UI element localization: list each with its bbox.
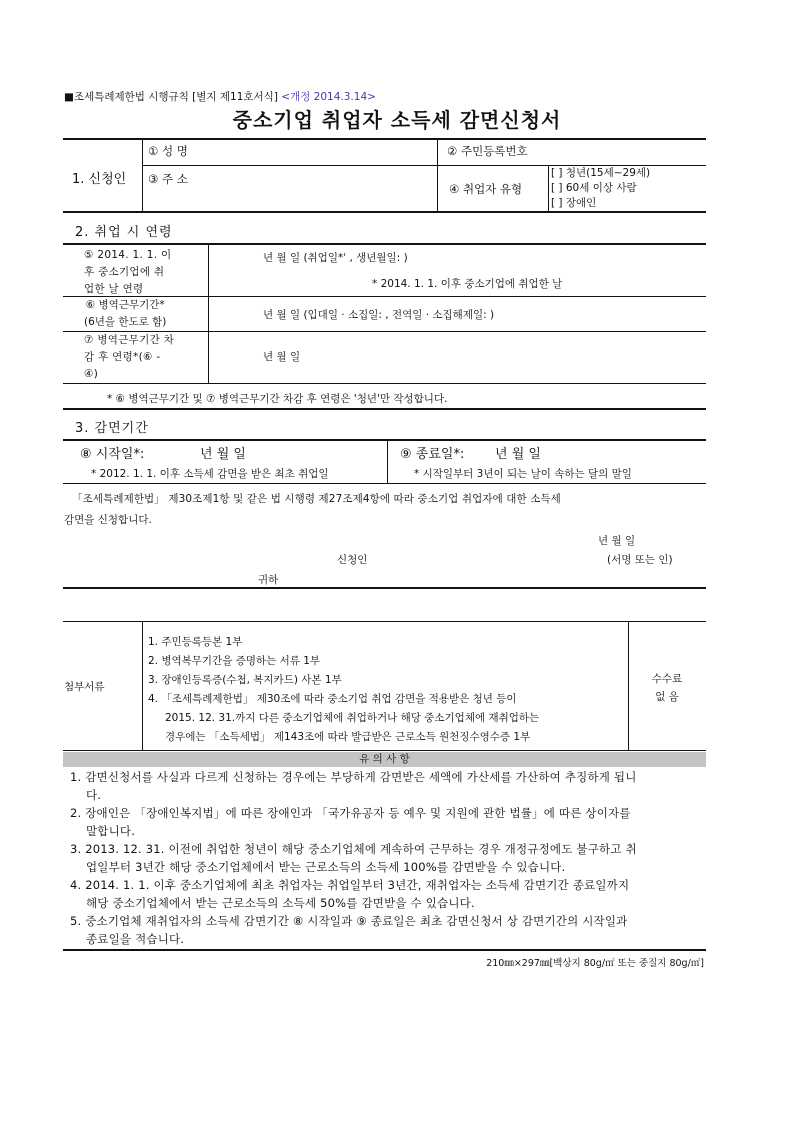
page-title: 중소기업 취업자 소득세 감면신청서	[232, 108, 562, 132]
option-senior[interactable]: [ ] 60세 이상 사람	[551, 182, 637, 194]
fee-value: 없 음	[655, 691, 679, 703]
row6-label: ⑥ 병역근무기간* (6년을 한도로 함)	[84, 299, 167, 328]
row5-value[interactable]: 년 월 일 (취업일*ˈ , 생년월일: )	[263, 252, 408, 264]
end-date-note: * 시작일부터 3년이 되는 날이 속하는 달의 말일	[414, 468, 632, 480]
attachment-item: 2. 병역복무기간을 증명하는 서류 1부	[148, 655, 321, 667]
notes-heading: 유 의 사 항	[359, 753, 410, 765]
attachment-item: 2015. 12. 31.까지 다른 중소기업체에 취업하거나 해당 중소기업체에 재취업하는	[165, 712, 540, 724]
amendment-text: <개정 2014.3.14>	[281, 91, 376, 103]
legal-basis	[64, 89, 376, 104]
row7-label: ⑦ 병역근무기간 차 감 후 연령*(⑥ - ④)	[84, 334, 175, 380]
row5-label: ⑤ 2014. 1. 1. 이 후 중소기업에 취 업한 날 연령	[84, 249, 172, 295]
note-line: 2. 장애인은 「장애인복지법」에 따른 장애인과 「국가유공자 등 예우 및 지원에 관한 법률」에 따른 상이자를	[70, 806, 631, 820]
period-section-heading: 3. 감면기간	[75, 421, 149, 436]
attachments-label: 첨부서류	[64, 681, 105, 693]
note-line: 업일부터 3년간 해당 중소기업체에서 받는 근로소득의 소득세 100%를 감면받을 수 있습니다.	[86, 860, 566, 874]
note-line: 3. 2013. 12. 31. 이전에 취업한 청년이 해당 중소기업체에 계속하여 근무하는 경우 개정규정에도 불구하고 취	[70, 842, 637, 856]
top-border	[63, 138, 706, 140]
option-disabled[interactable]: [ ] 장애인	[551, 197, 597, 209]
address-field-label: ③ 주 소	[148, 172, 188, 186]
attachment-item: 경우에는 「소득세법」 제143조에 따라 발급받은 근로소득 원천징수영수증 1부	[165, 731, 531, 743]
note-line: 말합니다.	[86, 824, 136, 838]
end-date-label: ⑨ 종료일*:	[400, 447, 465, 462]
applicant-label: 신청인	[337, 554, 368, 566]
employee-type-options	[551, 166, 650, 211]
declaration-line-1: 「조세특례제한법」 제30조제1항 및 같은 법 시행령 제27조제4항에 따라 중소기업 취업자에 대한 소득세	[72, 493, 561, 505]
note-line: 해당 중소기업체에서 받는 근로소득의 소득세 50%를 감면받을 수 있습니다.	[86, 896, 475, 910]
note-line: 1. 감면신청서를 사실과 다르게 신청하는 경우에는 부당하게 감면받은 세액에 가산세를 가산하여 추징하게 됩니	[70, 770, 637, 784]
row5-note: * 2014. 1. 1. 이후 중소기업에 취업한 날	[372, 278, 563, 290]
attachments-list	[148, 633, 539, 747]
start-date-note: * 2012. 1. 1. 이후 소득세 감면을 받은 최초 취업일	[91, 468, 329, 480]
option-youth[interactable]: [ ] 청년(15세∼29세)	[551, 167, 651, 179]
declaration-line-2: 감면을 신청합니다.	[64, 514, 152, 526]
legal-basis-text: ■조세특례제한법 시행규칙 [별지 제11호서식]	[64, 91, 278, 103]
note-line: 종료일을 적습니다.	[86, 932, 185, 946]
row6-value[interactable]: 년 월 일 (입대일 · 소집일: , 전역일 · 소집해제일: )	[263, 309, 495, 321]
rrn-field-label: ② 주민등록번호	[447, 144, 528, 158]
addressee-label: 귀하	[258, 574, 279, 586]
age-footnote: * ⑥ 병역근무기간 및 ⑦ 병역근무기간 차감 후 연령은 '청년'만 작성합니다.	[107, 393, 448, 405]
attachment-item: 1. 주민등록등본 1부	[148, 636, 243, 648]
application-date[interactable]: 년 월 일	[598, 535, 636, 547]
row7-value[interactable]: 년 월 일	[263, 351, 301, 363]
fee-label: 수수료	[651, 673, 683, 685]
age-section-heading: 2. 취업 시 연령	[75, 225, 173, 240]
applicant-section-label: 1. 신청인	[72, 172, 127, 187]
paper-spec: 210㎜×297㎜[백상지 80g/㎡ 또는 중질지 80g/㎡]	[486, 958, 704, 969]
end-date-value[interactable]: 년 월 일	[495, 447, 541, 462]
start-date-label: ⑧ 시작일*:	[80, 447, 145, 462]
name-field-label: ① 성 명	[148, 144, 188, 158]
attachment-item: 3. 장애인등록증(수첩, 복지카드) 사본 1부	[148, 674, 342, 686]
employee-type-label: ④ 취업자 유형	[449, 182, 523, 196]
start-date-value[interactable]: 년 월 일	[200, 447, 246, 462]
attachment-item: 4. 「조세특례제한법」 제30조에 따라 중소기업 취업 감면을 적용받은 청년 등이	[148, 693, 517, 705]
fee-cell	[628, 670, 706, 706]
note-line: 5. 중소기업체 재취업자의 소득세 감면기간 ⑧ 시작일과 ⑨ 종료일은 최초 감면신청서 상 감면기간의 시작일과	[70, 914, 628, 928]
note-line: 다.	[86, 788, 102, 802]
signature-field[interactable]: (서명 또는 인)	[607, 554, 673, 566]
note-line: 4. 2014. 1. 1. 이후 중소기업체에 최초 취업자는 취업일부터 3년간, 재취업자는 소득세 감면기간 종료일까지	[70, 878, 630, 892]
